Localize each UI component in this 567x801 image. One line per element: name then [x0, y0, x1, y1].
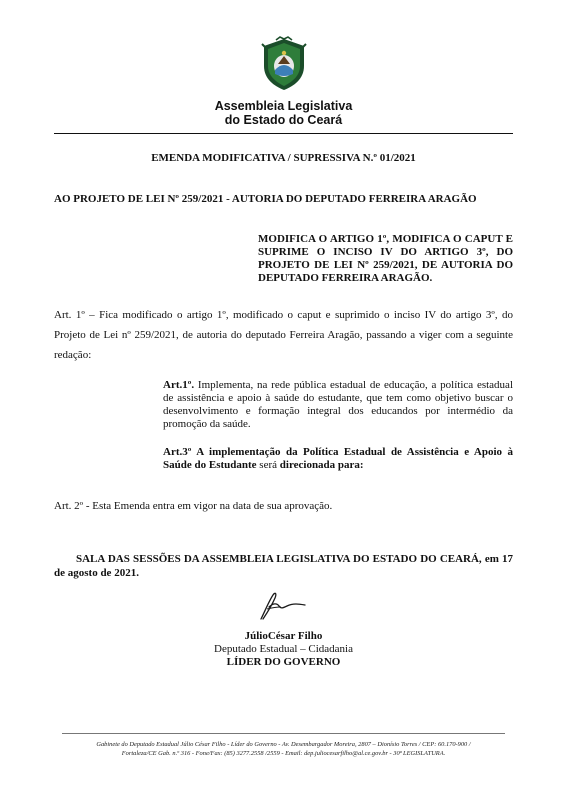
footer-address-line2: Fortaleza/CE Gab. n.º 316 - Fone/Fax: (85) 3277.2558 /2559 - Email: dep.juliocesarfilho@al.ce.gov.br - 30ª LEGISLATURA. — [121, 750, 446, 757]
footer-address-line1: Gabinete do Deputado Estadual Júlio César Filho - Líder do Governo - Av. Desembargador Moreira, 2807 – Dionísio Torres / CEP: 60.170-900 / — [96, 741, 471, 748]
article-1 — [54, 305, 513, 365]
session-closing-text: SALA DAS SESSÕES DA ASSEMBLEIA LEGISLATIVA DO ESTADO DO CEARÁ, em 17 de agosto de 2021. — [54, 553, 513, 579]
institution-name-line1: Assembleia Legislativa — [214, 99, 353, 113]
signatory-role: Deputado Estadual – Cidadania — [214, 643, 353, 655]
signatory-leader-title: LÍDER DO GOVERNO — [226, 656, 341, 668]
header-divider — [54, 133, 513, 134]
quoted-article-1-label: Art.1º. — [163, 379, 195, 391]
state-coat-of-arms-icon — [258, 36, 310, 92]
quoted-article-3 — [163, 446, 513, 472]
article-1-text: Art. 1º – Fica modificado o artigo 1º, modificado o caput e suprimido o inciso IV do artigo 3º, do Projeto de Lei nº 259/2021, de autoria do deputado Ferreira Aragão, passando a viger com a seguinte redação: — [54, 309, 513, 361]
signatory-name: JúlioCésar Filho — [244, 630, 323, 642]
quoted-article-1 — [163, 379, 513, 431]
project-title: AO PROJETO DE LEI Nº 259/2021 - AUTORIA DO DEPUTADO FERREIRA ARAGÃO — [54, 193, 477, 205]
institution-name-line2: do Estado do Ceará — [224, 113, 343, 127]
quoted-article-1-text: Implementa, na rede pública estadual de educação, a política estadual de assistência e apoio à saúde do estudante, que tem como objetivo buscar o desenvolvimento e formação integral dos educandos por intermédio da promoção da saúde. — [163, 379, 513, 430]
ementa-text: MODIFICA O ARTIGO 1º, MODIFICA O CAPUT E SUPRIME O INCISO IV DO ARTIGO 3º, DO PROJETO DE LEI Nº 259/2021, DE AUTORIA DO DEPUTADO FERREIRA ARAGÃO. — [258, 233, 513, 284]
handwritten-signature — [247, 589, 309, 623]
footer-divider — [62, 733, 505, 734]
amendment-title: EMENDA MODIFICATIVA / SUPRESSIVA N.º 01/2021 — [151, 152, 416, 164]
article-2-text: Art. 2º - Esta Emenda entra em vigor na data de sua aprovação. — [54, 500, 333, 512]
quoted-article-3-end: direcionada para: — [279, 459, 364, 471]
ementa — [258, 233, 513, 285]
article-2 — [54, 499, 513, 513]
session-closing — [54, 552, 513, 580]
quoted-article-3-bold: Art.3º A implementação da Política Estadual de Assistência e Apoio à Saúde do Estudante — [163, 446, 513, 471]
quoted-article-3-normal: será — [256, 459, 280, 471]
